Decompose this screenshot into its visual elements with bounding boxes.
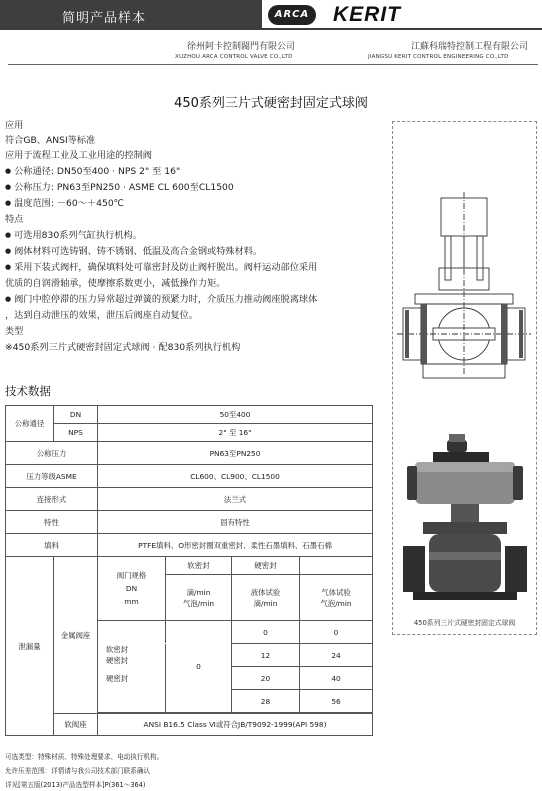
spec-bullet: ● 公称压力: PN63至PN250 · ASME CL 600至CL1500 [5,181,234,196]
hard-seal-header-blank [300,557,373,575]
company-right-en: JIANGSU KERIT CONTROL ENGINEERING CO.,LTD [368,54,509,60]
gas-value: 0 [300,621,373,644]
dn-mm-label: DN mm [124,584,139,606]
nps-label: NPS [54,424,98,442]
connection-value: 法兰式 [98,488,373,511]
feature-continuation: 优质的自润滑轴承，使摩擦系数更小，减低操作力矩。 [5,278,226,289]
page-title: 450系列三片式硬密封固定式球阀 [174,96,368,111]
application-line: 符合GB、ANSI等标准 [5,135,96,146]
valve-size-header [98,557,166,621]
connection-label: 连接形式 [6,488,98,511]
company-right-cn: 江蘇科瑞特控制工程有限公司 [411,42,529,52]
header-bar [0,0,262,30]
image-caption: 450系列三片式硬密封固定式球阀 [413,619,516,627]
liquid-value: 0 [232,621,300,644]
dn-label: DN [54,406,98,424]
valve-size-cell [98,621,166,644]
valve-size-label: 阀门规格 [116,571,147,580]
spec-bullet: ● 公称通径: DN50至400 · NPS 2" 至 16" [5,165,180,180]
feature-bullet: ● 可选用830系列气缸执行机构。 [5,229,142,244]
application-line: 应用于流程工业及工业用途的控制阀 [5,150,152,161]
characteristic-value: 固有特性 [98,511,373,534]
header-divider [8,64,538,65]
packing-label: 填料 [6,534,98,557]
nominal-size-label: 公称通径 [6,406,54,442]
soft-seat-label: 软阀座 [54,714,98,736]
feature-bullet: ● 阀体材料可选铸钢、铸不锈钢、低温及高合金钢或特殊材料。 [5,245,262,260]
valve-cross-section-drawing [393,188,536,458]
row-label-hard: 硬密封 [106,656,129,665]
row-label-soft: 软密封 [106,645,129,654]
feature-continuation: ，达到自动泄压的效果，泄压后阀座自动复位。 [5,310,198,321]
characteristic-label: 特性 [6,511,98,534]
liquid-test-header: 液体试验 滴/min [232,575,300,621]
note-line: 可选类型：特殊材质、特殊处理要求、电动执行机构。 [5,753,164,761]
tech-data-heading: 技术数据 [5,384,51,398]
liquid-value: 28 [232,690,300,713]
soft-seal-header: 软密封 [166,557,232,575]
valve-actuator-photo [393,422,536,622]
application-heading: 应用 [5,120,24,131]
row-type-label: 硬密封 [98,667,166,690]
kerit-logo: KERIT [333,3,401,26]
soft-unit-header: 滴/min 气泡/min [166,575,232,621]
gas-value: 40 [300,667,373,690]
note-line: 允许压差范围：详情请与我公司技术部门联系确认 [5,767,151,775]
pressure-value: PN63至PN250 [98,442,373,465]
gas-test-header: 气体试验 气泡/min [300,575,373,621]
liquid-value: 20 [232,667,300,690]
product-image-frame [392,121,537,635]
gas-value: 56 [300,690,373,713]
soft-seat-value: ANSI B16.5 Class Ⅵ或符合JB/T9092-1999(API 598) [98,714,373,736]
asme-label: 压力等级ASME [6,465,98,488]
company-left-cn: 徐州阿卡控制閥門有限公司 [187,42,296,52]
spec-bullet: ● 温度范围: －60～＋450℃ [5,197,124,212]
metal-seat-label: 金属阀座 [54,557,98,714]
tech-data-table [5,405,373,736]
gas-value: 24 [300,644,373,667]
note-line: 详见[第五版(2013)产品选型样本]P(361～364) [5,781,146,789]
arca-logo: ARCA [268,5,316,25]
packing-value: PTFE填料、O形密封圈双重密封、柔性石墨填料、石墨石棉 [98,534,373,557]
dn-value: 50至400 [98,406,373,424]
nps-value: 2" 至 16" [98,424,373,442]
type-heading: 类型 [5,326,24,337]
features-heading: 特点 [5,214,24,225]
feature-bullet: ● 阀门中腔停滞的压力异常超过弹簧的预紧力时，介质压力推动阀座脱离球体 [5,293,317,308]
hard-seal-header: 硬密封 [232,557,300,575]
leakage-label: 泄漏量 [6,557,54,736]
catalog-label: 简明产品样本 [62,11,147,26]
pressure-label: 公称压力 [6,442,98,465]
company-left-en: XUZHOU ARCA CONTROL VALVE CO.,LTD [175,54,293,60]
liquid-value: 12 [232,644,300,667]
asme-value: CL600、CL900、CL1500 [98,465,373,488]
type-text: ※450系列三片式硬密封固定式球阀 · 配830系列执行机构 [5,342,241,353]
soft-seal-value: 0 [166,621,232,713]
valve-size-cell [98,690,166,713]
row-type-label [98,644,166,667]
feature-bullet: ● 采用下装式阀杆，确保填料处可靠密封及防止阀杆脱出。阀杆运动部位采用 [5,261,317,276]
